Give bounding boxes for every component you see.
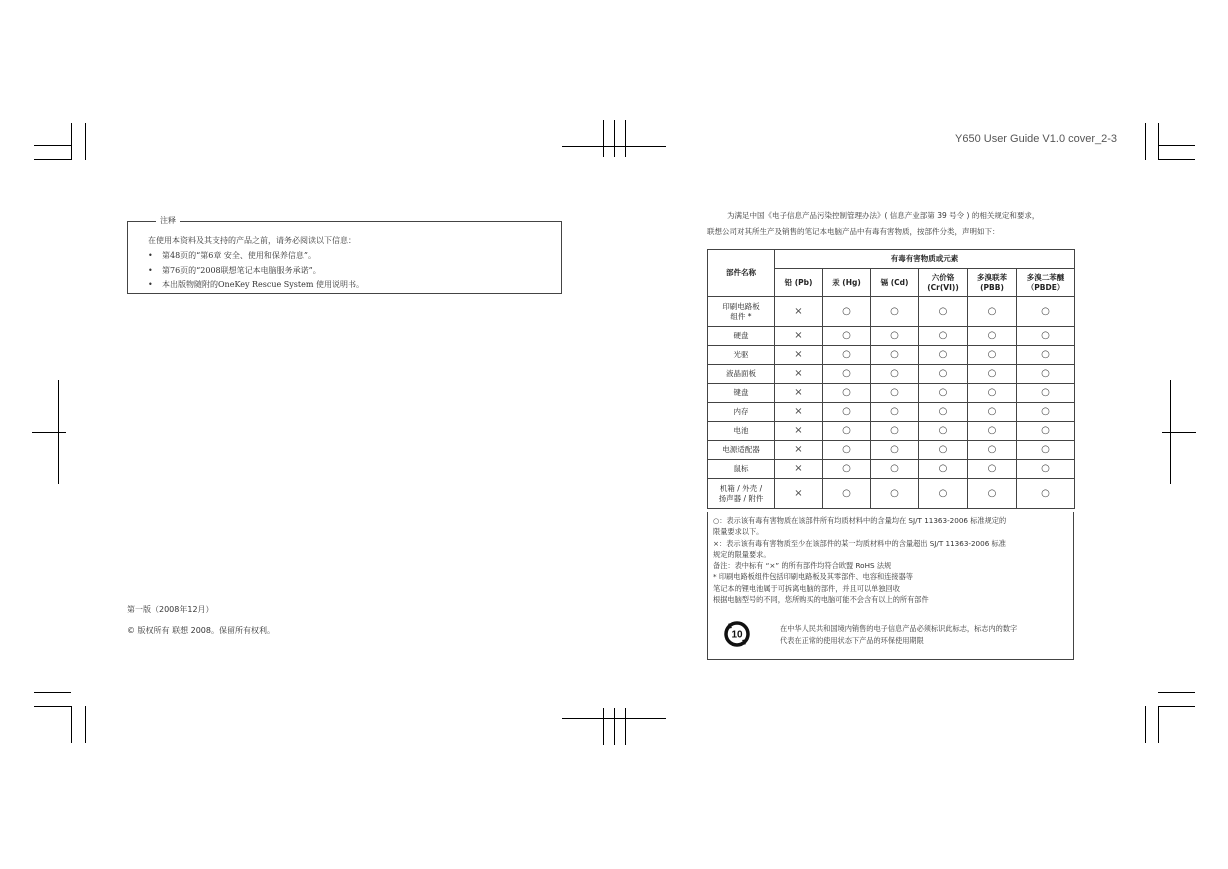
within-limit-mark: ○ — [871, 403, 919, 422]
environmental-protection-use-period-icon — [723, 620, 751, 648]
note-line: 笔记本的锂电池属于可拆离电脑的部件，并且可以单独回收 — [713, 583, 900, 593]
part-name-cell: 机箱 / 外壳 / 扬声器 / 附件 — [708, 479, 775, 509]
within-limit-mark: ○ — [919, 365, 968, 384]
crop-mark — [71, 123, 72, 160]
within-limit-mark: ○ — [823, 384, 871, 403]
part-name-cell: 印刷电路板 组件 * — [708, 297, 775, 327]
exceeds-limit-mark: × — [775, 403, 823, 422]
document-slug-title: Y650 User Guide V1.0 cover_2-3 — [955, 133, 1118, 145]
table-row — [708, 297, 1075, 327]
note-line: * 印刷电路板组件包括印刷电路板及其零部件、电容和连接器等 — [713, 572, 913, 582]
within-limit-mark: ○ — [823, 403, 871, 422]
within-limit-mark: ○ — [1017, 422, 1075, 441]
crop-mark — [1158, 159, 1195, 160]
crop-mark — [85, 706, 86, 743]
exceeds-limit-mark: × — [775, 384, 823, 403]
note-line: 备注：表中标有 “×” 的所有部件均符合欧盟 RoHS 法规 — [713, 561, 892, 571]
part-name-cell: 液晶面板 — [708, 365, 775, 384]
bullet-icon: • — [148, 280, 153, 289]
note-item: • 第76页的“2008联想笔记本电脑服务承诺”。 — [148, 264, 364, 279]
table-row — [708, 346, 1075, 365]
within-limit-mark: ○ — [1017, 441, 1075, 460]
column-header: 汞 (Hg) — [823, 269, 871, 297]
within-limit-mark: ○ — [968, 297, 1017, 327]
table-row — [708, 327, 1075, 346]
within-limit-mark: ○ — [1017, 297, 1075, 327]
crop-mark — [1158, 706, 1159, 743]
table-row — [708, 403, 1075, 422]
exceeds-limit-mark: × — [775, 460, 823, 479]
part-name-cell: 键盘 — [708, 384, 775, 403]
edition-line: 第一版（2008年12月） — [127, 605, 214, 614]
epup-description: 在中华人民共和国境内销售的电子信息产品必须标识此标志，标志内的数字 代表在正常的使用状态下产品的环保使用期限 — [780, 624, 1018, 645]
within-limit-mark: ○ — [919, 460, 968, 479]
table-row — [708, 460, 1075, 479]
within-limit-mark: ○ — [968, 384, 1017, 403]
within-limit-mark: ○ — [823, 422, 871, 441]
crop-mark — [603, 120, 604, 157]
within-limit-mark: ○ — [823, 346, 871, 365]
within-limit-mark: ○ — [823, 327, 871, 346]
part-name-cell: 硬盘 — [708, 327, 775, 346]
column-header: 六价铬 (Cr(VI)) — [919, 269, 968, 297]
within-limit-mark: ○ — [919, 441, 968, 460]
crop-mark — [71, 706, 72, 743]
note-intro: 在使用本资料及其支持的产品之前，请务必阅读以下信息： — [148, 236, 356, 245]
note-item: • 本出版物随附的OneKey Rescue System 使用说明书。 — [148, 278, 364, 293]
crop-mark — [1158, 123, 1159, 160]
crop-mark — [603, 708, 604, 745]
within-limit-mark: ○ — [1017, 460, 1075, 479]
within-limit-mark: ○ — [823, 441, 871, 460]
within-limit-mark: ○ — [968, 460, 1017, 479]
within-limit-mark: ○ — [919, 422, 968, 441]
within-limit-mark: ○ — [1017, 479, 1075, 509]
table-row — [708, 422, 1075, 441]
exceeds-limit-mark: × — [775, 327, 823, 346]
substance-group-header: 有毒有害物质或元素 — [775, 250, 1075, 269]
crop-mark — [1162, 432, 1196, 433]
crop-mark — [32, 432, 66, 433]
table-row — [708, 365, 1075, 384]
within-limit-mark: ○ — [823, 460, 871, 479]
part-name-cell: 鼠标 — [708, 460, 775, 479]
within-limit-mark: ○ — [968, 479, 1017, 509]
within-limit-mark: ○ — [968, 403, 1017, 422]
within-limit-mark: ○ — [919, 403, 968, 422]
within-limit-mark: ○ — [871, 297, 919, 327]
column-header: 多溴二苯醚 （PBDE） — [1017, 269, 1075, 297]
copyright-line: © 版权所有 联想 2008。保留所有权利。 — [127, 626, 275, 635]
crop-mark — [34, 145, 71, 146]
crop-mark — [34, 706, 71, 707]
within-limit-mark: ○ — [1017, 346, 1075, 365]
within-limit-mark: ○ — [919, 384, 968, 403]
within-limit-mark: ○ — [968, 346, 1017, 365]
note-line: ○：表示该有毒有害物质在该部件所有均质材料中的含量均在 SJ/T 11363-2006 标准规定的 — [713, 516, 1007, 525]
within-limit-mark: ○ — [919, 297, 968, 327]
crop-mark — [34, 692, 71, 693]
bullet-icon: • — [148, 251, 153, 260]
note-line: ×：表示该有毒有害物质至少在该部件的某一均质材料中的含量超出 SJ/T 11363-2006 标准 — [713, 538, 1006, 548]
part-name-cell: 电池 — [708, 422, 775, 441]
within-limit-mark: ○ — [968, 327, 1017, 346]
note-line: 规定的限量要求。 — [713, 549, 771, 559]
epup-number: 10 — [731, 629, 743, 641]
note-line: 限量要求以下。 — [713, 527, 764, 537]
crop-mark — [562, 146, 666, 147]
crop-mark — [1158, 145, 1195, 146]
exceeds-limit-mark: × — [775, 479, 823, 509]
crop-mark — [1145, 123, 1146, 160]
bullet-icon: • — [148, 265, 153, 275]
crop-mark — [85, 123, 86, 160]
exceeds-limit-mark: × — [775, 297, 823, 327]
crop-mark — [1158, 692, 1195, 693]
table-row — [708, 479, 1075, 509]
note-line: 根据电脑型号的不同，您所购买的电脑可能不会含有以上的所有部件 — [713, 595, 929, 605]
column-header: 多溴联苯 (PBB) — [968, 269, 1017, 297]
within-limit-mark: ○ — [871, 479, 919, 509]
within-limit-mark: ○ — [968, 422, 1017, 441]
within-limit-mark: ○ — [1017, 403, 1075, 422]
notes-box — [707, 512, 1074, 660]
table-body — [708, 297, 1075, 509]
within-limit-mark: ○ — [871, 384, 919, 403]
within-limit-mark: ○ — [871, 441, 919, 460]
note-item: • 第48页的“第6章 安全、使用和保养信息”。 — [148, 249, 364, 264]
exceeds-limit-mark: × — [775, 365, 823, 384]
within-limit-mark: ○ — [1017, 365, 1075, 384]
exceeds-limit-mark: × — [775, 346, 823, 365]
column-header: 铅 (Pb) — [775, 269, 823, 297]
within-limit-mark: ○ — [919, 479, 968, 509]
crop-mark — [1158, 706, 1195, 707]
within-limit-mark: ○ — [823, 479, 871, 509]
crop-mark — [614, 708, 615, 745]
crop-mark — [625, 120, 626, 157]
within-limit-mark: ○ — [919, 327, 968, 346]
crop-mark — [1145, 706, 1146, 743]
hazardous-substances-table — [707, 249, 1075, 509]
within-limit-mark: ○ — [871, 460, 919, 479]
note-box — [127, 216, 562, 294]
part-name-cell: 光驱 — [708, 346, 775, 365]
exceeds-limit-mark: × — [775, 441, 823, 460]
within-limit-mark: ○ — [823, 297, 871, 327]
legend-notes — [713, 515, 1068, 605]
within-limit-mark: ○ — [871, 365, 919, 384]
column-header: 镉 (Cd) — [871, 269, 919, 297]
within-limit-mark: ○ — [1017, 327, 1075, 346]
within-limit-mark: ○ — [919, 346, 968, 365]
within-limit-mark: ○ — [871, 422, 919, 441]
within-limit-mark: ○ — [871, 346, 919, 365]
exceeds-limit-mark: × — [775, 422, 823, 441]
table-row — [708, 441, 1075, 460]
crop-mark — [625, 708, 626, 745]
part-name-header: 部件名称 — [708, 250, 775, 297]
within-limit-mark: ○ — [1017, 384, 1075, 403]
within-limit-mark: ○ — [968, 365, 1017, 384]
within-limit-mark: ○ — [823, 365, 871, 384]
crop-mark — [614, 120, 615, 157]
intro-paragraph: 为满足中国《电子信息产品污染控制管理办法》( 信息产业部第 39 号令 ) 的相关规定和要求， 联想公司对其所生产及销售的笔记本电脑产品中有毒有害物质，按部件分类，声明如下： — [707, 211, 1040, 236]
note-legend: 注释 — [156, 215, 180, 226]
crop-mark — [34, 159, 71, 160]
part-name-cell: 电源适配器 — [708, 441, 775, 460]
within-limit-mark: ○ — [968, 441, 1017, 460]
part-name-cell: 内存 — [708, 403, 775, 422]
within-limit-mark: ○ — [871, 327, 919, 346]
note-list — [148, 249, 364, 293]
table-row — [708, 384, 1075, 403]
